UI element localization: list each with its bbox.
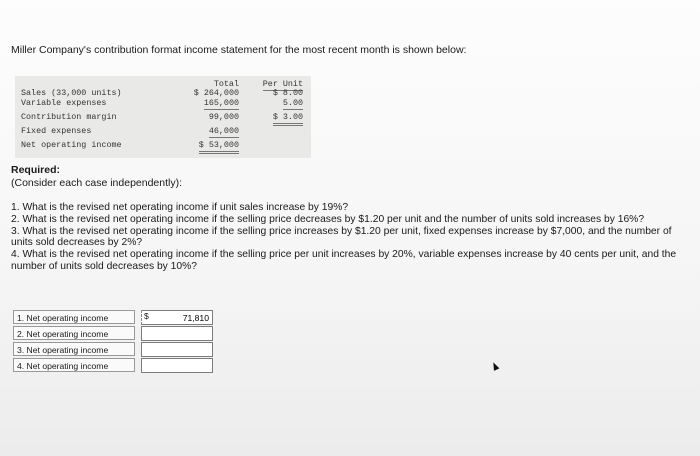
row-total-variable: 165,000	[203, 98, 239, 108]
question-1: 1. What is the revised net operating income if unit sales increase by 19%?	[11, 202, 349, 213]
row-total-fixed: 46,000	[208, 126, 239, 136]
row-unit-contribution: $ 3.00	[273, 112, 303, 126]
currency-symbol: $	[144, 311, 149, 321]
answer-input-1[interactable]	[141, 310, 213, 325]
intro-text: Miller Company's contribution format income statement for the most recent month is shown below:	[11, 44, 467, 56]
row-label-sales: Sales (33,000 units)	[21, 88, 122, 98]
row-unit-sales: $ 8.00	[272, 88, 303, 98]
row-label-contribution: Contribution margin	[21, 112, 117, 122]
row-total-contribution: 99,000	[208, 112, 239, 122]
answer-input-3[interactable]	[141, 342, 213, 357]
required-heading: Required:	[11, 164, 61, 176]
question-4: 4. What is the revised net operating income if the selling price per unit increases by 20%, variable expenses increase by 40 cents per unit, and the number of units sold decreases by 10%?	[11, 249, 677, 272]
row-label-noi: Net operating income	[21, 140, 122, 150]
row-unit-variable: 5.00	[282, 98, 303, 108]
question-2: 2. What is the revised net operating income if the selling price decreases by $1.20 per unit and the number of units sold increases by 16%?	[11, 213, 645, 225]
answer-label-3: 3. Net operating income	[13, 342, 135, 356]
row-total-noi: $ 53,000	[199, 140, 239, 154]
row-label-fixed: Fixed expenses	[21, 126, 92, 136]
answer-label-1: 1. Net operating income	[13, 310, 135, 324]
answer-input-2[interactable]	[141, 326, 213, 341]
consider-note: (Consider each case independently):	[11, 177, 183, 189]
answer-label-4: 4. Net operating income	[13, 358, 135, 372]
mouse-cursor-icon	[491, 361, 500, 371]
header-per-unit: Per Unit	[262, 79, 303, 89]
answer-label-2: 2. Net operating income	[13, 326, 135, 340]
income-statement	[15, 76, 311, 158]
row-label-variable: Variable expenses	[21, 98, 107, 108]
answer-input-4[interactable]	[141, 358, 213, 373]
question-3: 3. What is the revised net operating income if the selling price increases by $1.20 per unit, fixed expenses increase by $7,000, and the number of units sold decreases by 2%?	[11, 225, 672, 249]
question-list	[11, 202, 683, 273]
header-total: Total	[213, 79, 239, 89]
row-total-sales: $ 264,000	[193, 88, 239, 98]
